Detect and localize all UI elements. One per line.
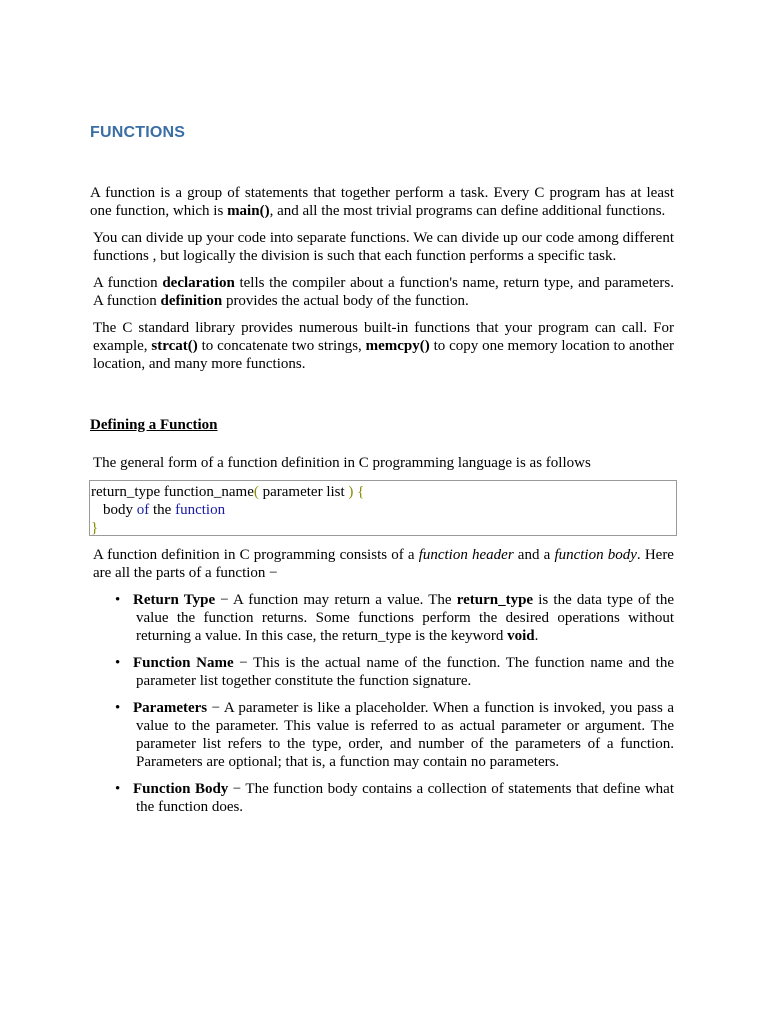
- section-heading-defining-function: Defining a Function: [90, 417, 218, 433]
- code-block: [89, 480, 677, 536]
- list-item-return-type: • Return Type − A function may return a value. The return_type is the data type of the value the function returns. Some functions perform the desired operations without returning a value. In this case, the return_type is the keyword void.: [115, 592, 674, 644]
- function-header-term: function header: [418, 547, 514, 563]
- intro-paragraph-1: A function is a group of statements that together perform a task. Every C program has at least one function, which is main(), and all the most trivial programs can define additional functions.: [90, 185, 674, 219]
- main-keyword: main(): [227, 203, 270, 219]
- bullet-icon: •: [115, 655, 121, 671]
- list-item-function-body: • Function Body − The function body contains a collection of statements that define what the function does.: [115, 781, 674, 815]
- function-parts-list: [93, 591, 674, 825]
- bullet-icon: •: [115, 592, 121, 608]
- code-line-1: return_type function_name( parameter list ) {: [91, 484, 365, 500]
- declaration-term: declaration: [162, 275, 235, 291]
- intro-paragraph-2: You can divide up your code into separate functions. We can divide up our code among different functions , but logically the division is such that each function performs a specific task.: [93, 230, 674, 264]
- general-form-text: The general form of a function definition in C programming language is as follows: [93, 455, 591, 471]
- definition-term: definition: [160, 293, 223, 309]
- function-body-term: function body: [554, 547, 637, 563]
- strcat-keyword: strcat(): [151, 338, 198, 354]
- page-title: FUNCTIONS: [90, 124, 186, 141]
- parts-intro-paragraph: A function definition in C programming consists of a function header and a function body. Here are all the parts of a function −: [93, 547, 674, 581]
- memcpy-keyword: memcpy(): [365, 338, 430, 354]
- bullet-icon: •: [115, 781, 121, 797]
- list-item-parameters: • Parameters − A parameter is like a placeholder. When a function is invoked, you pass a value to the parameter. This value is referred to as actual parameter or argument. The parameter list refers to the type, order, and number of the parameters of a function. Parameters are optional; that is, a function may contain no parameters.: [115, 700, 674, 770]
- bullet-icon: •: [115, 700, 121, 716]
- code-line-3: }: [91, 520, 99, 536]
- intro-paragraph-3: A function declaration tells the compiler about a function's name, return type, and parameters. A function definition provides the actual body of the function.: [93, 275, 674, 309]
- intro-paragraph-4: The C standard library provides numerous built-in functions that your program can call. For example, strcat() to concatenate two strings, memcpy() to copy one memory location to another location, and many more functions.: [93, 320, 674, 372]
- list-item-function-name: • Function Name − This is the actual name of the function. The function name and the parameter list together constitute the function signature.: [115, 655, 675, 689]
- code-line-2: body of the function: [103, 502, 226, 518]
